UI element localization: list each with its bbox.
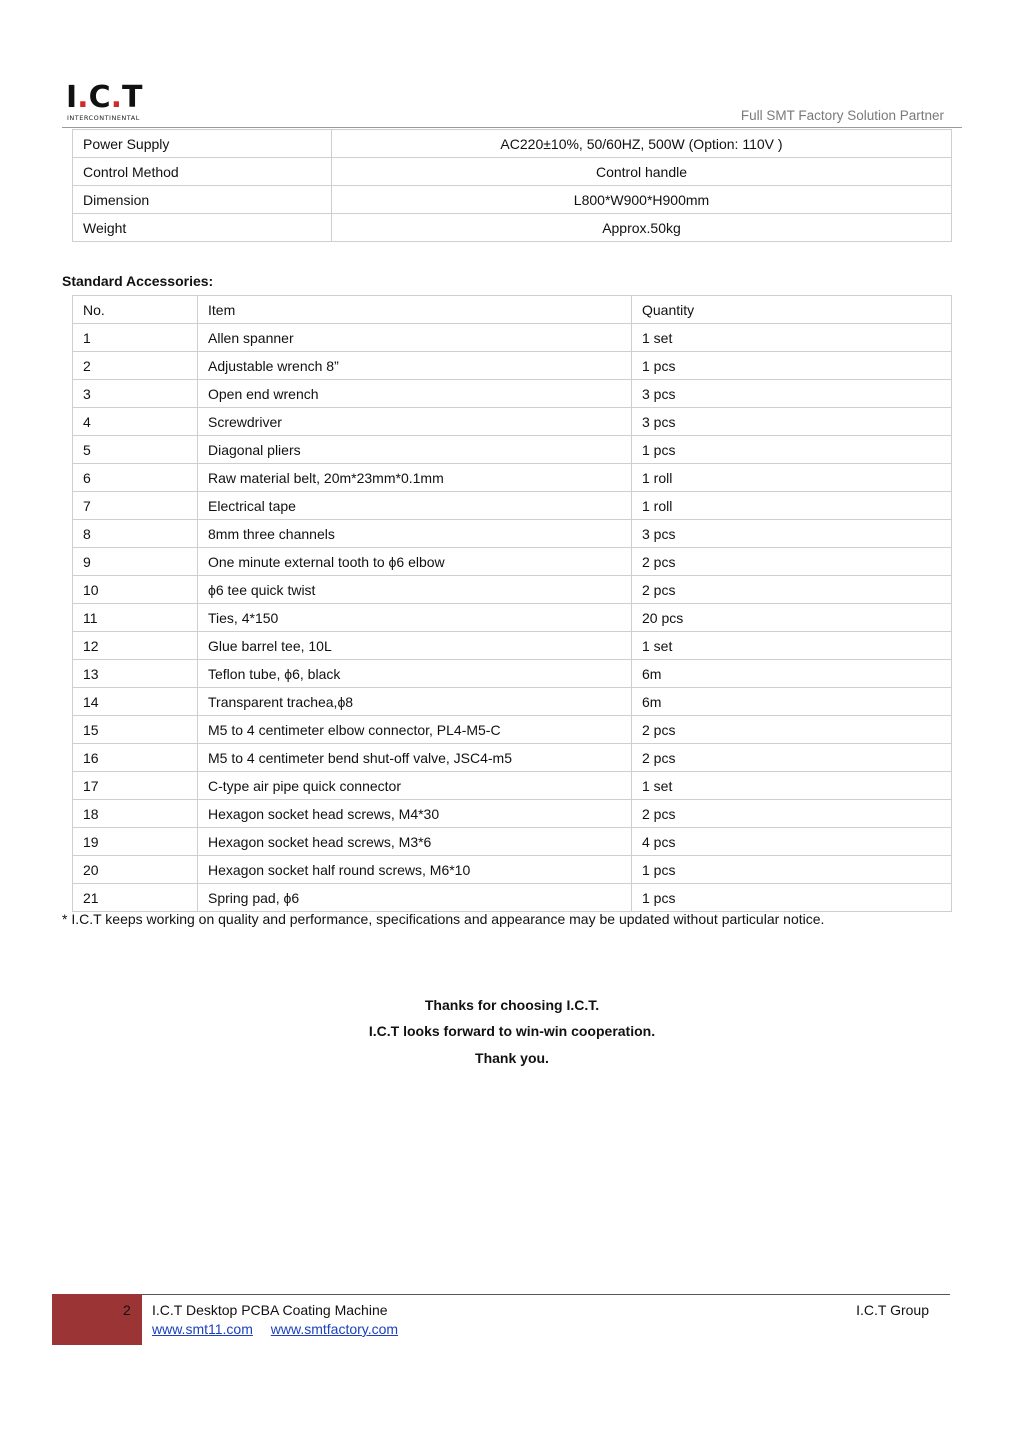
table-row	[73, 464, 952, 492]
item-quantity: 6m	[632, 688, 952, 716]
item-quantity: 2 pcs	[632, 576, 952, 604]
item-name: ϕ6 tee quick twist	[198, 576, 632, 604]
item-name: Teflon tube, ϕ6, black	[198, 660, 632, 688]
item-name: Allen spanner	[198, 324, 632, 352]
thanks-line-1: Thanks for choosing I.C.T.	[424, 997, 600, 1013]
footer-link-smt11[interactable]: www.smt11.com	[152, 1321, 253, 1337]
table-row	[73, 380, 952, 408]
row-number: 2	[73, 352, 198, 380]
table-row	[73, 716, 952, 744]
table-row	[73, 214, 952, 242]
item-quantity: 3 pcs	[632, 380, 952, 408]
disclaimer-note: * I.C.T keeps working on quality and performance, specifications and appearance may be updated without particular notice.	[62, 911, 825, 927]
table-row	[73, 520, 952, 548]
table-row	[73, 632, 952, 660]
item-quantity: 1 pcs	[632, 352, 952, 380]
spec-value: Control handle	[332, 158, 952, 186]
item-name: Hexagon socket head screws, M3*6	[198, 828, 632, 856]
row-number: 20	[73, 856, 198, 884]
row-number: 5	[73, 436, 198, 464]
row-number: 10	[73, 576, 198, 604]
footer-divider	[142, 1294, 950, 1295]
item-name: Electrical tape	[198, 492, 632, 520]
row-number: 16	[73, 744, 198, 772]
row-number: 11	[73, 604, 198, 632]
footer-links	[152, 1321, 412, 1337]
item-name: C-type air pipe quick connector	[198, 772, 632, 800]
row-number: 18	[73, 800, 198, 828]
item-quantity: 3 pcs	[632, 520, 952, 548]
spec-label: Dimension	[73, 186, 332, 214]
table-row	[73, 324, 952, 352]
spec-value: L800*W900*H900mm	[332, 186, 952, 214]
item-name: Spring pad, ϕ6	[198, 884, 632, 912]
row-number: 15	[73, 716, 198, 744]
item-name: M5 to 4 centimeter elbow connector, PL4-M5-C	[198, 716, 632, 744]
header-tagline: Full SMT Factory Solution Partner	[740, 108, 944, 123]
row-number: 21	[73, 884, 198, 912]
item-name: Glue barrel tee, 10L	[198, 632, 632, 660]
row-number: 8	[73, 520, 198, 548]
row-number: 14	[73, 688, 198, 716]
thanks-line-2: I.C.T looks forward to win-win cooperation.	[368, 1023, 656, 1039]
footer-document-title: I.C.T Desktop PCBA Coating Machine	[152, 1302, 388, 1318]
header-divider	[62, 127, 962, 128]
table-row	[73, 856, 952, 884]
item-name: Diagonal pliers	[198, 436, 632, 464]
item-name: Screwdriver	[198, 408, 632, 436]
row-number: 3	[73, 380, 198, 408]
spec-label: Control Method	[73, 158, 332, 186]
item-quantity: 1 set	[632, 772, 952, 800]
row-number: 1	[73, 324, 198, 352]
item-name: Transparent trachea,ϕ8	[198, 688, 632, 716]
item-quantity: 2 pcs	[632, 800, 952, 828]
item-name: Hexagon socket head screws, M4*30	[198, 800, 632, 828]
item-quantity: 1 pcs	[632, 856, 952, 884]
logo-subtitle: INTERCONTINENTAL	[67, 114, 140, 122]
table-row	[73, 352, 952, 380]
row-number: 7	[73, 492, 198, 520]
table-row	[73, 660, 952, 688]
thanks-line-3: Thank you.	[475, 1050, 549, 1066]
row-number: 4	[73, 408, 198, 436]
table-row	[73, 744, 952, 772]
item-quantity: 20 pcs	[632, 604, 952, 632]
spec-label: Weight	[73, 214, 332, 242]
item-quantity: 2 pcs	[632, 548, 952, 576]
footer-link-smtfactory[interactable]: www.smtfactory.com	[270, 1321, 399, 1337]
item-quantity: 2 pcs	[632, 716, 952, 744]
column-header: Quantity	[632, 296, 952, 324]
table-row	[73, 688, 952, 716]
item-quantity: 1 roll	[632, 492, 952, 520]
column-header: Item	[198, 296, 632, 324]
table-header-row	[73, 296, 952, 324]
logo-wordmark: I.C.T	[66, 80, 143, 115]
spec-table	[72, 129, 952, 242]
item-quantity: 6m	[632, 660, 952, 688]
item-quantity: 2 pcs	[632, 744, 952, 772]
row-number: 9	[73, 548, 198, 576]
item-quantity: 4 pcs	[632, 828, 952, 856]
item-name: Hexagon socket half round screws, M6*10	[198, 856, 632, 884]
row-number: 17	[73, 772, 198, 800]
table-row	[73, 548, 952, 576]
item-quantity: 1 roll	[632, 464, 952, 492]
table-row	[73, 772, 952, 800]
table-row	[73, 884, 952, 912]
row-number: 6	[73, 464, 198, 492]
item-name: 8mm three channels	[198, 520, 632, 548]
table-row	[73, 186, 952, 214]
item-quantity: 3 pcs	[632, 408, 952, 436]
table-row	[73, 576, 952, 604]
accessories-table	[72, 295, 952, 912]
page-number: 2	[123, 1302, 131, 1318]
row-number: 19	[73, 828, 198, 856]
table-row	[73, 408, 952, 436]
company-logo	[66, 80, 158, 123]
item-quantity: 1 set	[632, 324, 952, 352]
table-row	[73, 158, 952, 186]
row-number: 12	[73, 632, 198, 660]
table-row	[73, 800, 952, 828]
section-title: Standard Accessories:	[62, 273, 214, 289]
spec-value: Approx.50kg	[332, 214, 952, 242]
spec-value: AC220±10%, 50/60HZ, 500W (Option: 110V )	[332, 130, 952, 158]
table-row	[73, 828, 952, 856]
item-quantity: 1 pcs	[632, 436, 952, 464]
table-row	[73, 604, 952, 632]
table-row	[73, 130, 952, 158]
item-quantity: 1 set	[632, 632, 952, 660]
item-name: M5 to 4 centimeter bend shut-off valve, JSC4-m5	[198, 744, 632, 772]
item-name: Adjustable wrench 8”	[198, 352, 632, 380]
footer-company: I.C.T Group	[856, 1302, 929, 1318]
item-name: One minute external tooth to ϕ6 elbow	[198, 548, 632, 576]
row-number: 13	[73, 660, 198, 688]
table-row	[73, 492, 952, 520]
item-name: Ties, 4*150	[198, 604, 632, 632]
spec-label: Power Supply	[73, 130, 332, 158]
column-header: No.	[73, 296, 198, 324]
item-name: Open end wrench	[198, 380, 632, 408]
item-name: Raw material belt, 20m*23mm*0.1mm	[198, 464, 632, 492]
table-row	[73, 436, 952, 464]
item-quantity: 1 pcs	[632, 884, 952, 912]
